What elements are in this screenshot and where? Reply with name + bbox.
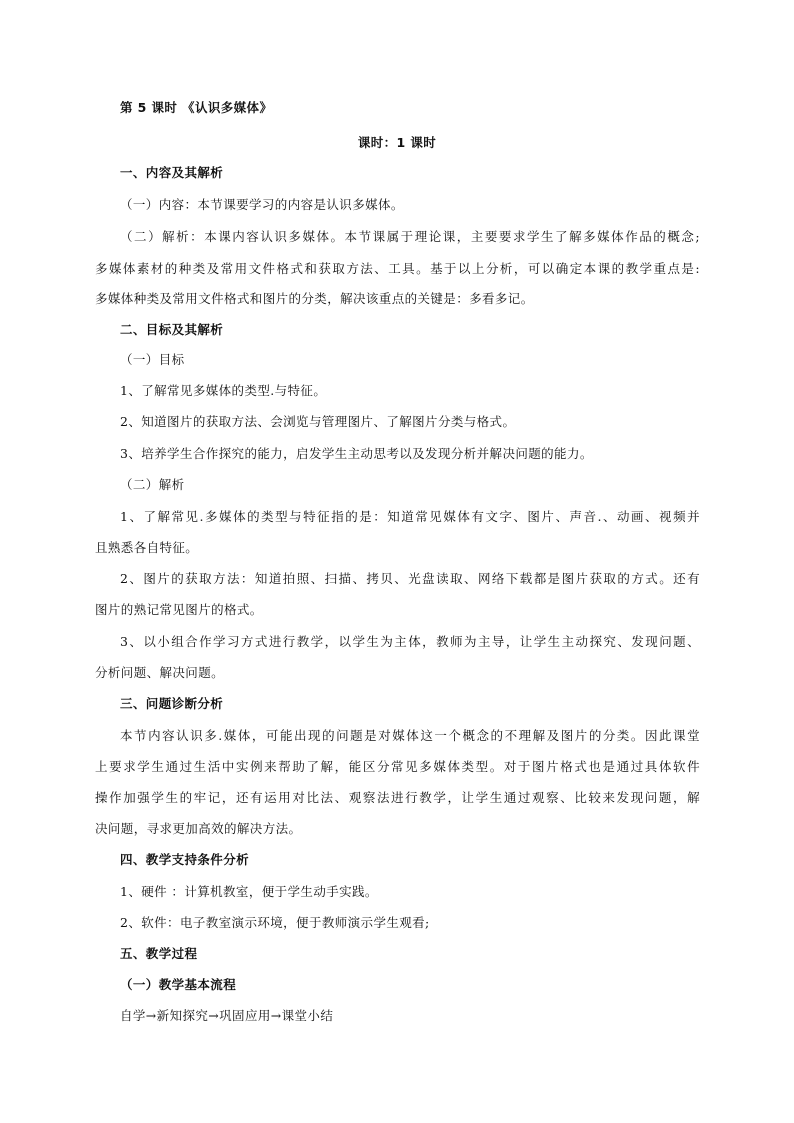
section-2-goals-heading: （一）目标 [120, 352, 185, 367]
hardware-item: 1、硬件 ：计算机教室，便于学生动手实践。 [120, 884, 378, 899]
section-5-flow-heading: （一）教学基本流程 [120, 977, 237, 992]
analysis-3-line-1: 3、以小组合作学习方式进行教学，以学生为主体，教师为主导，让学生主动探究、发现问题、 [120, 634, 700, 649]
section-1-analysis-line-3: 多媒体种类及常用文件格式和图片的分类，解决该重点的关键是：多看多记。 [95, 291, 534, 306]
section-3-line-2: 上要求学生通过生活中实例来帮助了解，能区分常见多媒体类型。对于图片格式也是通过具体软件 [95, 759, 700, 774]
software-item: 2、软件：电子教室演示环境，便于教师演示学生观看; [120, 915, 430, 930]
goal-item-1: 1、了解常见多媒体的类型.与特征。 [120, 383, 327, 398]
lesson-title: 第 5 课时 《认识多媒体》 [120, 100, 273, 115]
section-3-line-4: 决问题，寻求更加高效的解决方法。 [95, 821, 302, 836]
section-3-heading: 三、问题诊断分析 [120, 696, 224, 711]
section-1-analysis-line-1: （二）解析：本课内容认识多媒体。本节课属于理论课，主要要求学生了解多媒体作品的概念; [120, 229, 700, 244]
section-2-heading: 二、目标及其解析 [120, 322, 224, 337]
teaching-flow: 自学→新知探究→巩固应用→课堂小结 [120, 1008, 334, 1023]
goal-item-2: 2、知道图片的获取方法、会浏览与管理图片、了解图片分类与格式。 [120, 414, 516, 429]
section-3-line-3: 操作加强学生的牢记，还有运用对比法、观察法进行教学，让学生通过观察、比较来发现问题，解 [95, 790, 700, 805]
section-3-line-1: 本节内容认识多.媒体，可能出现的问题是对媒体这一个概念的不理解及图片的分类。因此课堂 [120, 728, 700, 743]
analysis-3-line-2: 分析问题、解决问题。 [95, 665, 225, 680]
section-4-heading: 四、教学支持条件分析 [120, 852, 250, 867]
analysis-2-line-1: 2、图片的获取方法：知道拍照、扫描、拷贝、光盘读取、网络下载都是图片获取的方式。还有 [120, 571, 700, 586]
section-1-analysis-line-2: 多媒体素材的种类及常用文件格式和获取方法、工具。基于以上分析，可以确定本课的教学重点是: [95, 261, 700, 276]
analysis-1-line-2: 且熟悉各自特征。 [95, 540, 199, 555]
section-5-heading: 五、教学过程 [120, 946, 198, 961]
lesson-period: 课时：1 课时 [357, 135, 437, 150]
analysis-1-line-1: 1、了解常见.多媒体的类型与特征指的是：知道常见媒体有文字、图片、声音.、动画、视频并 [120, 509, 700, 524]
section-1-heading: 一、内容及其解析 [120, 165, 224, 180]
section-2-analysis-heading: （二）解析 [120, 477, 185, 492]
analysis-2-line-2: 图片的熟记常见图片的格式。 [95, 602, 263, 617]
section-1-content: （一）内容：本节课要学习的内容是认识多媒体。 [120, 197, 404, 212]
goal-item-3: 3、培养学生合作探究的能力，启发学生主动思考以及发现分析并解决问题的能力。 [120, 446, 593, 461]
